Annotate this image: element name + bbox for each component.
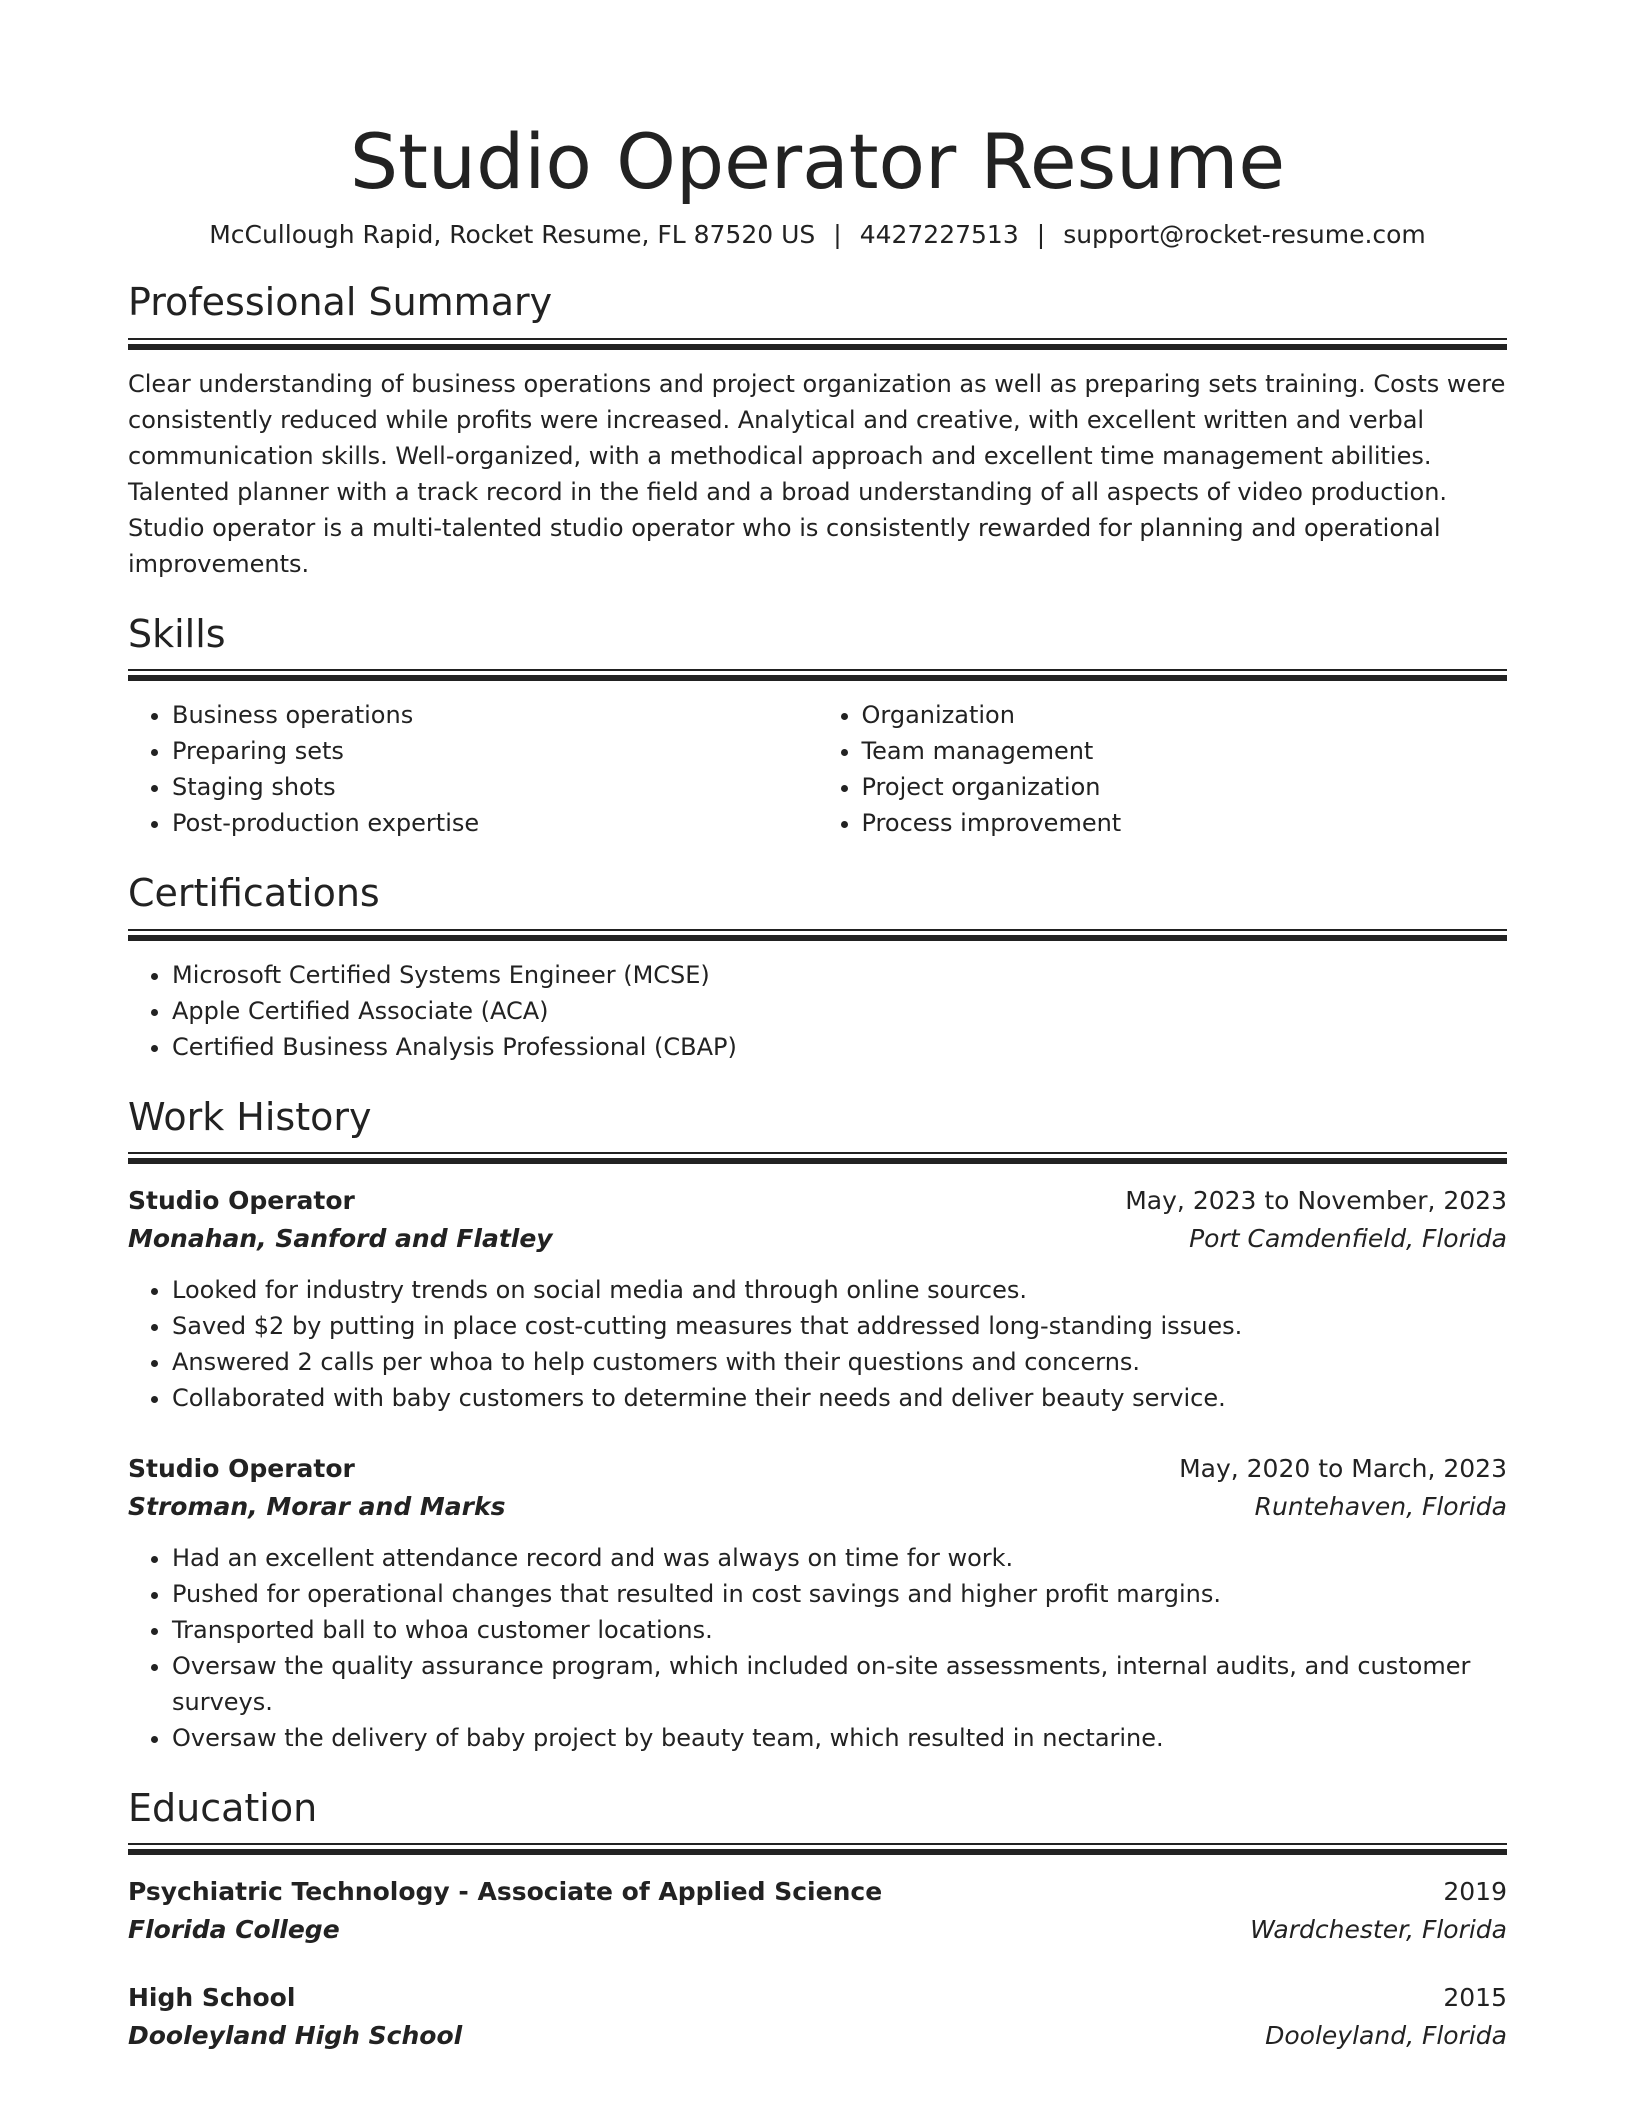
education-year: 2015 xyxy=(1443,1983,1507,2013)
certification-item: • Apple Certified Associate (ACA) xyxy=(172,993,1507,1029)
education-degree: High School xyxy=(128,1983,296,2013)
contact-separator: | xyxy=(833,220,842,250)
education-year: 2019 xyxy=(1443,1877,1507,1907)
education-header-row xyxy=(128,1873,1507,1911)
contact-phone: 4427227513 xyxy=(859,220,1019,250)
section-divider xyxy=(128,929,1507,941)
contact-email: support@rocket-resume.com xyxy=(1063,220,1426,250)
job-bullet: • Pushed for operational changes that resulted in cost savings and higher profit margins. xyxy=(172,1576,1507,1612)
job-bullet: • Had an excellent attendance record and was always on time for work. xyxy=(172,1540,1507,1576)
job-bullet: • Transported ball to whoa customer locations. xyxy=(172,1612,1507,1648)
section-divider xyxy=(128,338,1507,350)
work-history-heading: Work History xyxy=(128,1094,372,1139)
skill-item: • Team management xyxy=(862,733,1508,769)
education-school-row xyxy=(128,1911,1507,1949)
skill-item: • Process improvement xyxy=(862,805,1508,841)
skills-grid xyxy=(128,681,1507,841)
education-section xyxy=(128,1784,1507,2055)
job-company-row xyxy=(128,1488,1507,1526)
skill-item: • Project organization xyxy=(862,769,1508,805)
contact-separator: | xyxy=(1036,220,1046,250)
job-dates: May, 2023 to November, 2023 xyxy=(1125,1185,1507,1215)
certification-item: • Certified Business Analysis Professional (CBAP) xyxy=(172,1029,1507,1065)
job-bullet: • Collaborated with baby customers to determine their needs and deliver beauty service. xyxy=(172,1380,1507,1416)
job-entry xyxy=(128,1450,1507,1756)
job-title: Studio Operator xyxy=(128,1185,355,1215)
contact-line xyxy=(128,217,1507,252)
contact-address: McCullough Rapid, Rocket Resume, FL 87520 US xyxy=(209,220,816,250)
skill-item: • Organization xyxy=(862,697,1508,733)
education-header-row xyxy=(128,1979,1507,2017)
certifications-section xyxy=(128,869,1507,1064)
job-title: Studio Operator xyxy=(128,1453,355,1483)
job-bullet: • Oversaw the delivery of baby project by beauty team, which resulted in nectarine. xyxy=(172,1720,1507,1756)
job-company-row xyxy=(128,1220,1507,1258)
education-entry xyxy=(128,1979,1507,2055)
skills-heading: Skills xyxy=(128,611,226,656)
education-school-row xyxy=(128,2017,1507,2055)
summary-section xyxy=(128,278,1507,581)
education-degree: Psychiatric Technology - Associate of Applied Science xyxy=(128,1877,883,1907)
page-title: Studio Operator Resume xyxy=(349,117,1286,206)
job-company: Monahan, Sanford and Flatley xyxy=(128,1223,553,1253)
job-entry xyxy=(128,1182,1507,1416)
skills-section xyxy=(128,610,1507,841)
certifications-heading: Certifications xyxy=(128,871,380,916)
section-divider xyxy=(128,1843,1507,1855)
education-location: Dooleyland, Florida xyxy=(1265,2021,1507,2051)
education-location: Wardchester, Florida xyxy=(1250,1915,1507,1945)
skills-list-right xyxy=(818,697,1508,841)
skills-list-left xyxy=(128,697,818,841)
education-heading: Education xyxy=(128,1785,318,1830)
skill-item: • Post-production expertise xyxy=(172,805,818,841)
education-school: Florida College xyxy=(128,1915,340,1945)
summary-text: Clear understanding of business operations and project organization as well as preparing sets training. Costs were consistently reduced while profits were increased. Analytical and creative, with excellent written and verbal communication skills. Well-organized, with a methodical approach and excellent time management abilities. Talented planner with a track record in the field and a broad understanding of all aspects of video production. Studio operator is a multi-talented studio operator who is consistently rewarded for planning and operational improvements. xyxy=(128,369,1506,578)
education-entry xyxy=(128,1873,1507,1949)
job-bullet: • Looked for industry trends on social media and through online sources. xyxy=(172,1272,1507,1308)
job-bullet: • Answered 2 calls per whoa to help customers with their questions and concerns. xyxy=(172,1344,1507,1380)
job-location: Runtehaven, Florida xyxy=(1254,1491,1507,1521)
section-divider xyxy=(128,1152,1507,1164)
summary-heading: Professional Summary xyxy=(128,280,553,325)
job-bullet: • Oversaw the quality assurance program, which included on-site assessments, internal audits, and customer surveys. xyxy=(172,1648,1507,1720)
job-company: Stroman, Morar and Marks xyxy=(128,1491,506,1521)
skill-item: • Business operations xyxy=(172,697,818,733)
certification-item: • Microsoft Certified Systems Engineer (MCSE) xyxy=(172,957,1507,993)
skill-item: • Staging shots xyxy=(172,769,818,805)
certifications-list xyxy=(128,957,1507,1065)
job-bullets xyxy=(128,1272,1507,1416)
section-divider xyxy=(128,669,1507,681)
job-dates: May, 2020 to March, 2023 xyxy=(1179,1453,1507,1483)
work-history-section xyxy=(128,1093,1507,1756)
job-location: Port Camdenfield, Florida xyxy=(1189,1223,1507,1253)
job-header-row xyxy=(128,1182,1507,1220)
job-bullets xyxy=(128,1540,1507,1756)
job-header-row xyxy=(128,1450,1507,1488)
job-bullet: • Saved $2 by putting in place cost-cutting measures that addressed long-standing issues. xyxy=(172,1308,1507,1344)
skill-item: • Preparing sets xyxy=(172,733,818,769)
education-school: Dooleyland High School xyxy=(128,2021,463,2051)
